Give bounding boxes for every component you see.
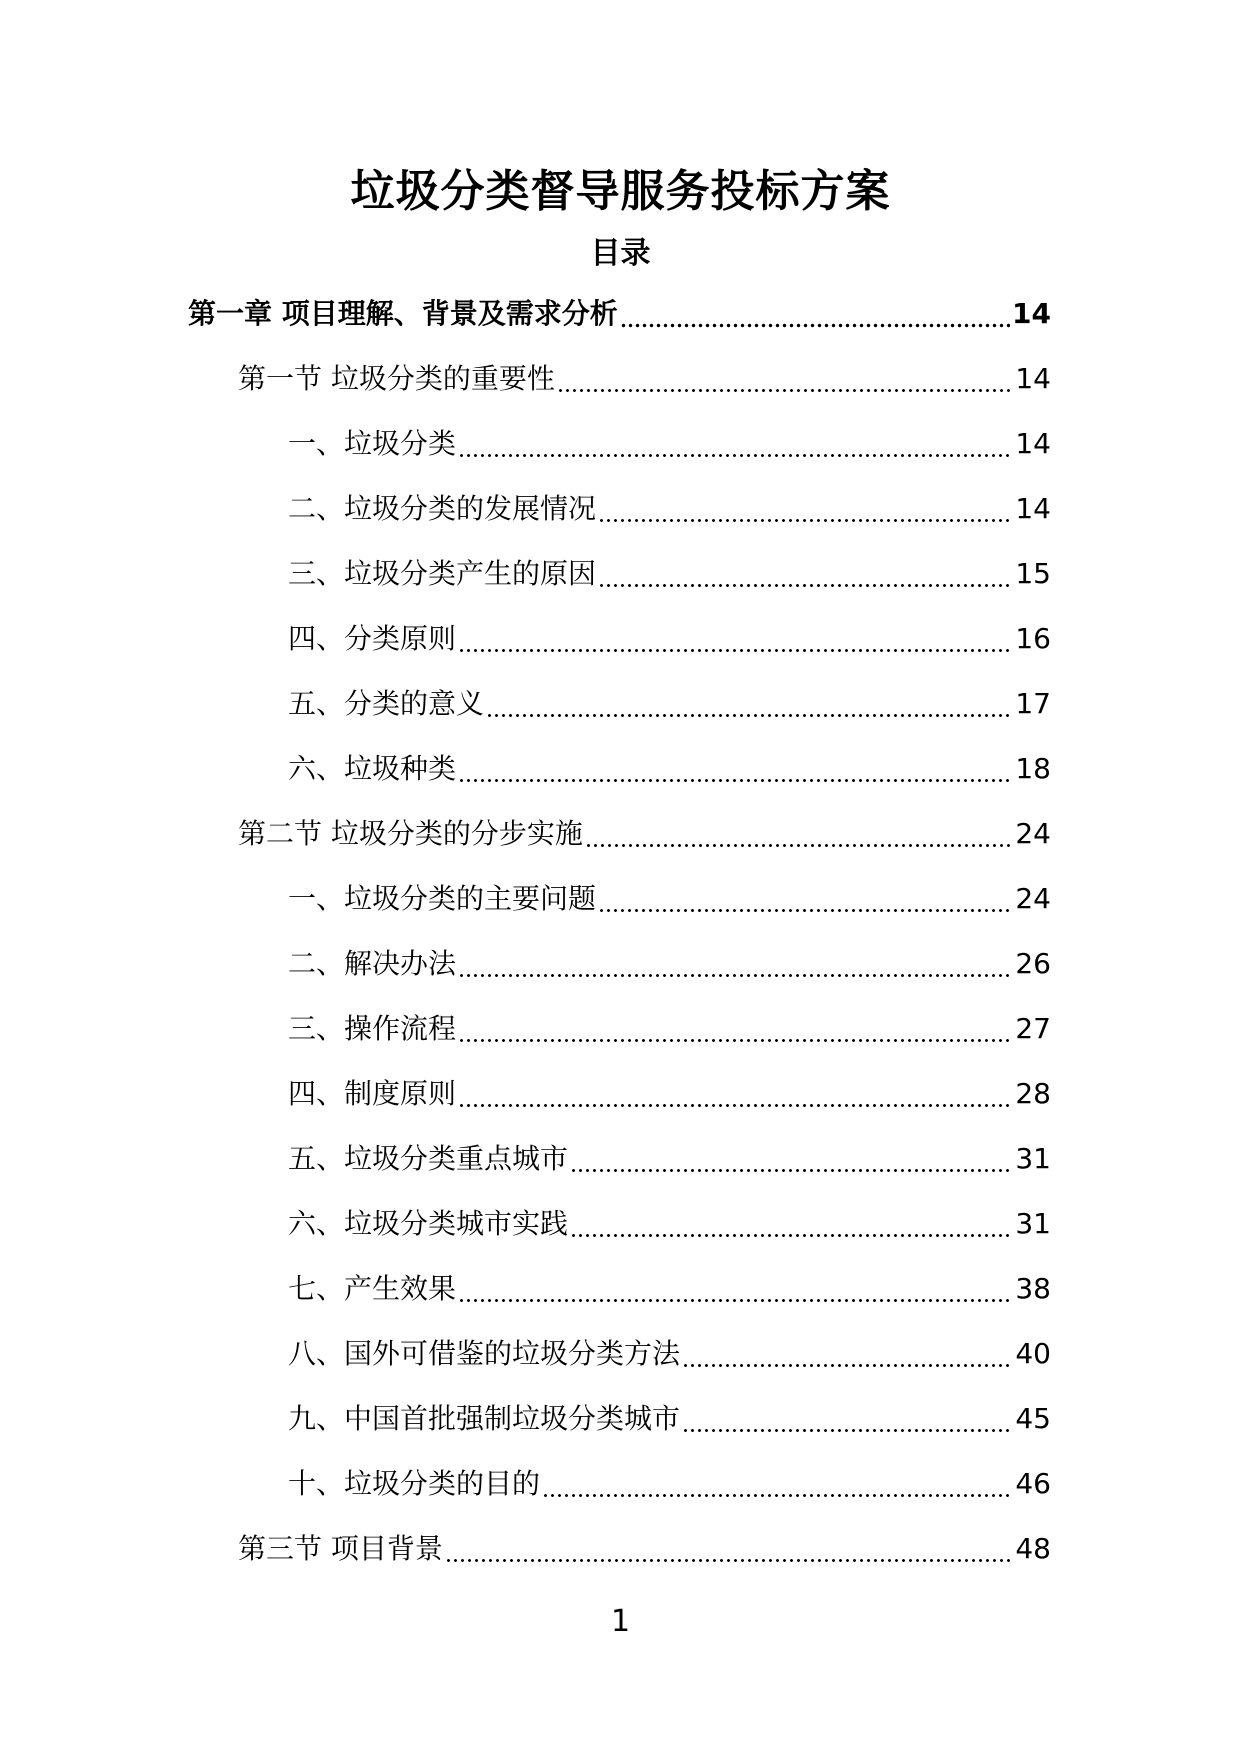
toc-entry-page: 17 [1015, 687, 1051, 720]
toc-entry-title: 一、垃圾分类的主要问题 [288, 882, 597, 915]
toc-dot-leader [445, 1529, 1013, 1569]
toc-entry[interactable] [0, 1204, 1241, 1269]
toc-dot-leader [458, 619, 1013, 659]
toc-entry-page: 27 [1015, 1012, 1051, 1045]
toc-entry[interactable] [0, 1139, 1241, 1204]
document-title: 垃圾分类督导服务投标方案 [350, 166, 891, 217]
toc-dot-leader [486, 684, 1013, 724]
toc-dot-leader [557, 359, 1013, 399]
toc-dot-leader [620, 294, 1010, 334]
toc-entry-title: 第一章 项目理解、背景及需求分析 [188, 297, 618, 330]
toc-entry[interactable] [0, 424, 1241, 489]
page-number: 1 [610, 1604, 631, 1639]
toc-dot-leader [598, 489, 1013, 529]
toc-entry-page: 14 [1015, 427, 1051, 460]
toc-entry-page: 14 [1015, 362, 1051, 395]
toc-entry-title: 六、垃圾种类 [288, 752, 457, 785]
toc-entry[interactable] [0, 684, 1241, 749]
toc-entry-title: 八、国外可借鉴的垃圾分类方法 [288, 1337, 681, 1370]
toc-dot-leader [682, 1334, 1013, 1374]
toc-dot-leader [598, 879, 1013, 919]
toc-entry-page: 14 [1015, 492, 1051, 525]
toc-entry[interactable] [0, 1009, 1241, 1074]
toc-entry[interactable] [0, 1529, 1241, 1594]
toc-entry-title: 五、垃圾分类重点城市 [288, 1142, 569, 1175]
toc-entry-page: 18 [1015, 752, 1051, 785]
toc-entry[interactable] [0, 814, 1241, 879]
toc-entry-title: 十、垃圾分类的目的 [288, 1467, 541, 1500]
toc-heading: 目录 [590, 236, 651, 271]
toc-entry-title: 五、分类的意义 [288, 687, 485, 720]
toc-dot-leader [585, 814, 1013, 854]
toc-dot-leader [542, 1464, 1013, 1504]
toc-entry-title: 三、操作流程 [288, 1012, 457, 1045]
toc-entry-page: 28 [1015, 1077, 1051, 1110]
toc-entry-title: 一、垃圾分类 [288, 427, 457, 460]
table-of-contents [0, 294, 1241, 1594]
toc-entry-title: 第二节 垃圾分类的分步实施 [238, 817, 583, 850]
toc-dot-leader [458, 424, 1013, 464]
toc-entry-page: 40 [1015, 1337, 1051, 1370]
toc-dot-leader [570, 1204, 1013, 1244]
toc-entry-title: 六、垃圾分类城市实践 [288, 1207, 569, 1240]
toc-entry-page: 38 [1015, 1272, 1051, 1305]
toc-entry[interactable] [0, 294, 1241, 359]
toc-entry-title: 第三节 项目背景 [238, 1532, 443, 1565]
toc-entry-page: 24 [1015, 882, 1051, 915]
toc-entry[interactable] [0, 944, 1241, 1009]
toc-entry-page: 24 [1015, 817, 1051, 850]
toc-entry[interactable] [0, 1334, 1241, 1399]
toc-entry-page: 48 [1015, 1532, 1051, 1565]
toc-entry-page: 46 [1015, 1467, 1051, 1500]
toc-dot-leader [458, 1269, 1013, 1309]
toc-dot-leader [458, 749, 1013, 789]
toc-entry-page: 31 [1015, 1142, 1051, 1175]
toc-entry-title: 四、分类原则 [288, 622, 457, 655]
toc-entry-title: 二、解决办法 [288, 947, 457, 980]
toc-entry-page: 31 [1015, 1207, 1051, 1240]
toc-entry-title: 九、中国首批强制垃圾分类城市 [288, 1402, 681, 1435]
toc-entry[interactable] [0, 879, 1241, 944]
toc-entry[interactable] [0, 554, 1241, 619]
toc-entry[interactable] [0, 1269, 1241, 1334]
toc-entry[interactable] [0, 1399, 1241, 1464]
toc-entry-title: 四、制度原则 [288, 1077, 457, 1110]
toc-entry-title: 第一节 垃圾分类的重要性 [238, 362, 555, 395]
toc-dot-leader [598, 554, 1013, 594]
toc-entry[interactable] [0, 749, 1241, 814]
toc-entry-page: 45 [1015, 1402, 1051, 1435]
toc-entry[interactable] [0, 359, 1241, 424]
toc-dot-leader [458, 944, 1013, 984]
toc-dot-leader [458, 1009, 1013, 1049]
toc-entry-page: 14 [1012, 297, 1051, 330]
toc-entry[interactable] [0, 489, 1241, 554]
toc-dot-leader [570, 1139, 1013, 1179]
toc-entry-title: 七、产生效果 [288, 1272, 457, 1305]
toc-entry-title: 二、垃圾分类的发展情况 [288, 492, 597, 525]
toc-entry-page: 16 [1015, 622, 1051, 655]
toc-dot-leader [682, 1399, 1013, 1439]
toc-entry-page: 26 [1015, 947, 1051, 980]
toc-entry[interactable] [0, 1074, 1241, 1139]
toc-dot-leader [458, 1074, 1013, 1114]
toc-entry[interactable] [0, 1464, 1241, 1529]
toc-entry-title: 三、垃圾分类产生的原因 [288, 557, 597, 590]
toc-entry-page: 15 [1015, 557, 1051, 590]
toc-entry[interactable] [0, 619, 1241, 684]
